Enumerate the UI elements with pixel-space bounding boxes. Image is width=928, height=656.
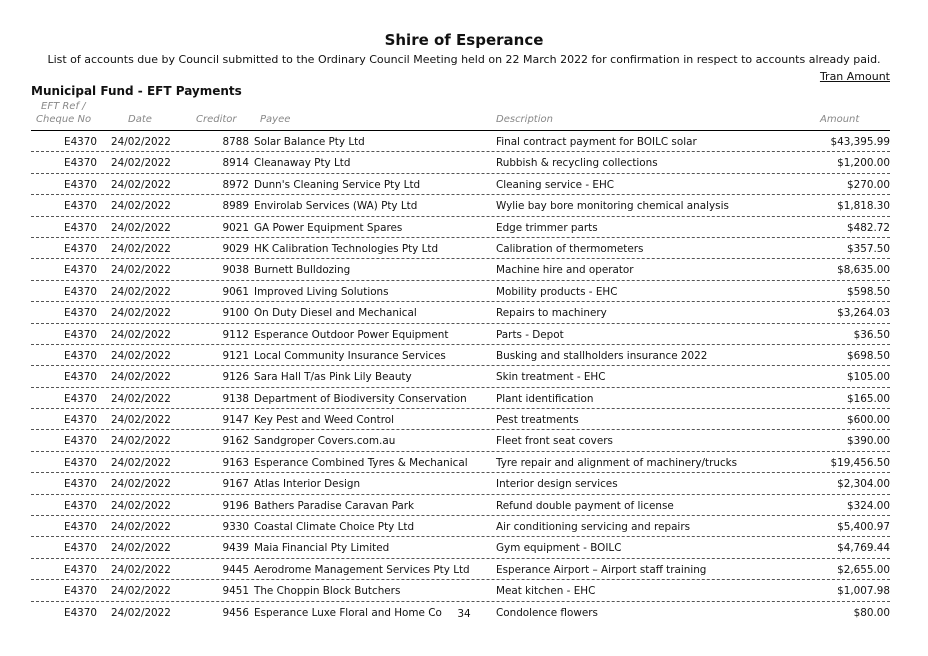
date-cell: 24/02/2022: [111, 242, 171, 255]
creditor-cell: 8914: [222, 157, 249, 170]
table-row: [31, 409, 890, 430]
description-cell: Repairs to machinery: [496, 307, 607, 320]
date-cell: 24/02/2022: [111, 542, 171, 555]
description-cell: Interior design services: [496, 478, 618, 491]
amount-cell: $80.00: [853, 606, 890, 619]
description-cell: Air conditioning servicing and repairs: [496, 521, 691, 534]
amount-cell: $2,304.00: [837, 478, 890, 491]
date-cell: 24/02/2022: [111, 200, 171, 213]
date-cell: 24/02/2022: [111, 264, 171, 277]
ref-cell: E4370: [64, 307, 98, 320]
ref-cell: E4370: [64, 200, 98, 213]
payee-cell: On Duty Diesel and Mechanical: [254, 307, 417, 320]
table-row: [31, 302, 890, 323]
creditor-cell: 8989: [222, 200, 249, 213]
column-header-amount: Amount: [820, 114, 860, 125]
table-row: [31, 452, 890, 473]
amount-cell: $3,264.03: [837, 307, 890, 320]
amount-cell: $19,456.50: [830, 456, 890, 469]
ref-cell: E4370: [64, 136, 98, 148]
creditor-cell: 9445: [222, 563, 249, 576]
ref-cell: E4370: [64, 328, 98, 341]
creditor-cell: 9196: [222, 499, 249, 512]
page-number: 34: [457, 608, 471, 620]
table-row: [31, 559, 890, 580]
table-row: [31, 195, 890, 216]
date-cell: 24/02/2022: [111, 328, 171, 341]
creditor-cell: 9112: [222, 328, 249, 341]
payee-cell: HK Calibration Technologies Pty Ltd: [254, 242, 439, 255]
ref-cell: E4370: [64, 414, 98, 427]
table-row: [31, 473, 890, 494]
payee-cell: Improved Living Solutions: [254, 285, 389, 298]
creditor-cell: 9163: [222, 456, 249, 469]
ref-cell: E4370: [64, 456, 98, 469]
ref-cell: E4370: [64, 178, 98, 191]
creditor-cell: 9061: [222, 285, 249, 298]
ref-cell: E4370: [64, 392, 98, 405]
payee-cell: GA Power Equipment Spares: [254, 221, 403, 234]
description-cell: Parts - Depot: [496, 328, 564, 341]
creditor-cell: 9167: [222, 478, 249, 491]
ref-cell: E4370: [64, 285, 98, 298]
payee-cell: Esperance Luxe Floral and Home Co: [254, 606, 442, 619]
amount-cell: $1,818.30: [837, 200, 890, 213]
payee-cell: Esperance Outdoor Power Equipment: [254, 328, 449, 341]
description-cell: Condolence flowers: [496, 606, 598, 619]
description-cell: Gym equipment - BOILC: [496, 542, 622, 555]
creditor-cell: 9121: [222, 349, 249, 362]
amount-cell: $324.00: [847, 499, 890, 512]
table-row: [31, 174, 890, 195]
table-row: [31, 537, 890, 558]
ref-cell: E4370: [64, 221, 98, 234]
ref-cell: E4370: [64, 349, 98, 362]
payee-cell: Department of Biodiversity Conservation: [254, 392, 467, 405]
creditor-cell: 9330: [222, 521, 249, 534]
payee-cell: Burnett Bulldozing: [254, 264, 351, 277]
table-row: [31, 281, 890, 302]
table-row: [31, 388, 890, 409]
date-cell: 24/02/2022: [111, 456, 171, 469]
date-cell: 24/02/2022: [111, 178, 171, 191]
table-row: [31, 430, 890, 451]
ref-cell: E4370: [64, 606, 98, 619]
payee-cell: Sara Hall T/as Pink Lily Beauty: [254, 371, 412, 384]
date-cell: 24/02/2022: [111, 371, 171, 384]
description-cell: Pest treatments: [496, 414, 579, 427]
payee-cell: Solar Balance Pty Ltd: [254, 136, 365, 148]
payee-cell: The Choppin Block Butchers: [254, 585, 401, 598]
payee-cell: Aerodrome Management Services Pty Ltd: [254, 563, 470, 576]
date-cell: 24/02/2022: [111, 349, 171, 362]
amount-cell: $165.00: [847, 392, 890, 405]
ref-cell: E4370: [64, 478, 98, 491]
description-cell: Edge trimmer parts: [496, 221, 598, 234]
payee-cell: Cleanaway Pty Ltd: [254, 157, 351, 170]
description-cell: Fleet front seat covers: [496, 435, 613, 448]
creditor-cell: 9138: [222, 392, 249, 405]
amount-cell: $1,200.00: [837, 157, 890, 170]
amount-cell: $1,007.98: [837, 585, 890, 598]
creditor-cell: 9162: [222, 435, 249, 448]
date-cell: 24/02/2022: [111, 307, 171, 320]
creditor-cell: 9021: [222, 221, 249, 234]
date-cell: 24/02/2022: [111, 414, 171, 427]
ref-cell: E4370: [64, 542, 98, 555]
amount-cell: $4,769.44: [837, 542, 890, 555]
payee-cell: Maia Financial Pty Limited: [254, 542, 390, 555]
column-header-date: Date: [128, 114, 152, 125]
date-cell: 24/02/2022: [111, 392, 171, 405]
amount-cell: $390.00: [847, 435, 890, 448]
ref-cell: E4370: [64, 371, 98, 384]
creditor-cell: 9451: [222, 585, 249, 598]
document-subtitle: List of accounts due by Council submitted to the Ordinary Council Meeting held on 22 March 2022 for confirmation in respect to accounts already paid.: [47, 53, 881, 66]
table-row: [31, 131, 890, 152]
ref-cell: E4370: [64, 157, 98, 170]
creditor-cell: 9439: [222, 542, 249, 555]
table-row: [31, 152, 890, 173]
description-cell: Machine hire and operator: [496, 264, 634, 277]
amount-cell: $5,400.97: [837, 521, 890, 534]
date-cell: 24/02/2022: [111, 499, 171, 512]
ref-cell: E4370: [64, 585, 98, 598]
amount-cell: $482.72: [847, 221, 890, 234]
date-cell: 24/02/2022: [111, 606, 171, 619]
table-row: [31, 217, 890, 238]
table-row: [31, 324, 890, 345]
tran-amount-label: Tran Amount: [819, 70, 890, 83]
amount-cell: $598.50: [847, 285, 890, 298]
payee-cell: Coastal Climate Choice Pty Ltd: [254, 521, 415, 534]
table-row: [31, 580, 890, 601]
payee-cell: Bathers Paradise Caravan Park: [254, 499, 415, 512]
creditor-cell: 8972: [222, 178, 249, 191]
date-cell: 24/02/2022: [111, 221, 171, 234]
table-row: [31, 366, 890, 387]
creditor-cell: 9038: [222, 264, 249, 277]
amount-cell: $270.00: [847, 178, 890, 191]
creditor-cell: 9029: [222, 242, 249, 255]
fund-heading: Municipal Fund - EFT Payments: [31, 84, 242, 98]
date-cell: 24/02/2022: [111, 136, 171, 148]
document-title: Shire of Esperance: [384, 31, 544, 49]
table-row: [31, 345, 890, 366]
table-row: [31, 259, 890, 280]
description-cell: Skin treatment - EHC: [496, 371, 606, 384]
column-header-ref-line1: EFT Ref /: [41, 101, 86, 112]
payments-table: [31, 131, 890, 622]
ref-cell: E4370: [64, 499, 98, 512]
description-cell: Busking and stallholders insurance 2022: [496, 349, 708, 362]
creditor-cell: 9147: [222, 414, 249, 427]
description-cell: Mobility products - EHC: [496, 285, 618, 298]
creditor-cell: 9126: [222, 371, 249, 384]
description-cell: Tyre repair and alignment of machinery/trucks: [496, 456, 738, 469]
payee-cell: Dunn's Cleaning Service Pty Ltd: [254, 178, 421, 191]
table-row: [31, 495, 890, 516]
description-cell: Wylie bay bore monitoring chemical analysis: [496, 200, 729, 213]
payee-cell: Esperance Combined Tyres & Mechanical: [254, 456, 468, 469]
amount-cell: $698.50: [847, 349, 890, 362]
date-cell: 24/02/2022: [111, 563, 171, 576]
table-row: [31, 516, 890, 537]
description-cell: Calibration of thermometers: [496, 242, 644, 255]
date-cell: 24/02/2022: [111, 157, 171, 170]
amount-cell: $2,655.00: [837, 563, 890, 576]
description-cell: Rubbish & recycling collections: [496, 157, 658, 170]
description-cell: Refund double payment of license: [496, 499, 674, 512]
amount-cell: $36.50: [853, 328, 890, 341]
ref-cell: E4370: [64, 242, 98, 255]
amount-cell: $8,635.00: [837, 264, 890, 277]
description-cell: Final contract payment for BOILC solar: [496, 136, 697, 148]
ref-cell: E4370: [64, 264, 98, 277]
description-cell: Esperance Airport – Airport staff training: [496, 563, 707, 576]
payee-cell: Envirolab Services (WA) Pty Ltd: [254, 200, 418, 213]
payee-cell: Atlas Interior Design: [254, 478, 361, 491]
description-cell: Cleaning service - EHC: [496, 178, 615, 191]
column-header-payee: Payee: [260, 114, 291, 125]
payee-cell: Sandgroper Covers.com.au: [254, 435, 396, 448]
description-cell: Plant identification: [496, 392, 594, 405]
date-cell: 24/02/2022: [111, 285, 171, 298]
creditor-cell: 9100: [222, 307, 249, 320]
ref-cell: E4370: [64, 521, 98, 534]
date-cell: 24/02/2022: [111, 478, 171, 491]
amount-cell: $105.00: [847, 371, 890, 384]
amount-cell: $600.00: [847, 414, 890, 427]
creditor-cell: 9456: [222, 606, 249, 619]
amount-cell: $357.50: [847, 242, 890, 255]
table-row: [31, 238, 890, 259]
date-cell: 24/02/2022: [111, 585, 171, 598]
ref-cell: E4370: [64, 563, 98, 576]
creditor-cell: 8788: [222, 136, 249, 148]
column-header-creditor: Creditor: [196, 114, 237, 125]
date-cell: 24/02/2022: [111, 521, 171, 534]
ref-cell: E4370: [64, 435, 98, 448]
column-header-description: Description: [496, 114, 553, 125]
payee-cell: Local Community Insurance Services: [254, 349, 446, 362]
description-cell: Meat kitchen - EHC: [496, 585, 596, 598]
date-cell: 24/02/2022: [111, 435, 171, 448]
column-header-ref-line2: Cheque No: [36, 114, 92, 125]
amount-cell: $43,395.99: [830, 136, 890, 148]
payee-cell: Key Pest and Weed Control: [254, 414, 394, 427]
